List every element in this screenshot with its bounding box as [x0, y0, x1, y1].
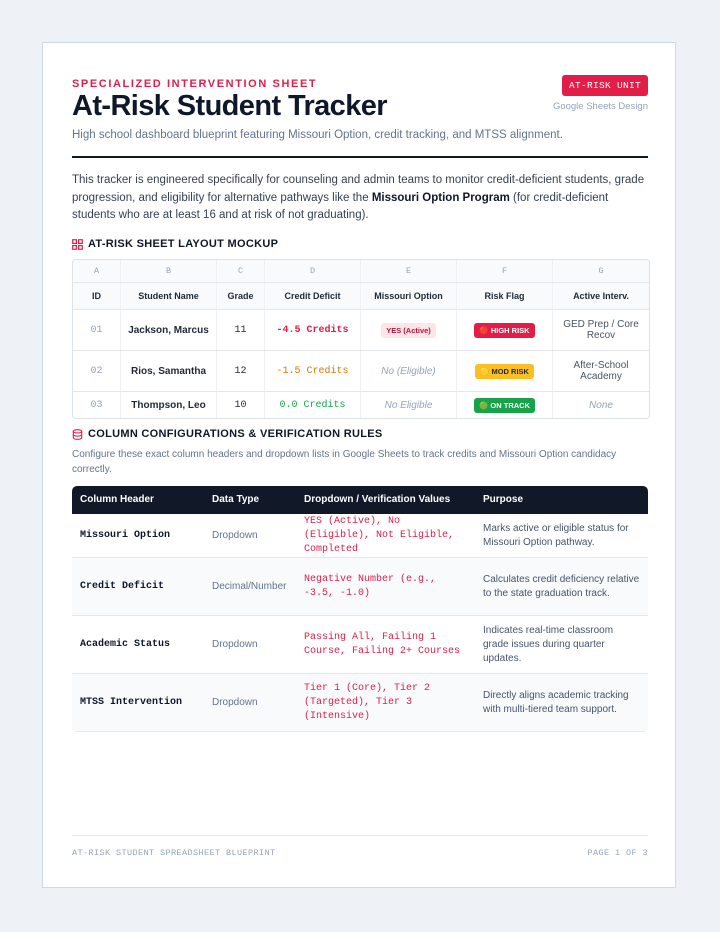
intro-text-2: (for credit-deficient students who are at least 16 and at risk of not graduating).: [72, 191, 609, 221]
unit-badge: AT-RISK UNIT: [562, 75, 648, 96]
purpose-cell: Marks active or eligible status for Missouri Option pathway.: [483, 522, 629, 548]
config-heading: [72, 428, 383, 440]
values-cell: Negative Number (e.g., -3.5, -1.0): [304, 573, 437, 599]
column-name-cell: Credit Deficit: [80, 580, 165, 592]
header-cell: Risk Flag: [457, 283, 553, 309]
values-cell: Tier 1 (Core), Tier 2 (Targeted), Tier 3 (Intensive): [304, 682, 431, 722]
values-cell: Passing All, Failing 1 Course, Failing 2+ Courses: [304, 631, 461, 657]
sheet-mockup: [72, 259, 650, 419]
flag-cell: [457, 351, 553, 391]
col-letter: G: [598, 266, 604, 276]
config-header-row: [72, 486, 648, 514]
id-cell: 02: [73, 351, 121, 391]
grade-cell: 12: [217, 351, 265, 391]
kicker: SPECIALIZED INTERVENTION SHEET: [72, 78, 318, 90]
risk-badge: 🔴 HIGH RISK: [474, 323, 534, 338]
interv-cell: GED Prep / Core Recov: [563, 319, 639, 341]
badge-caption: Google Sheets Design: [552, 101, 648, 112]
data-type-cell: Dropdown: [212, 529, 258, 541]
footer-divider: [72, 835, 648, 836]
header-cell: Credit Deficit: [265, 283, 361, 309]
grade-cell: 11: [217, 310, 265, 350]
name-cell: Jackson, Marcus: [121, 310, 217, 350]
header-cell: Active Interv.: [573, 291, 629, 301]
purpose-cell: Calculates credit deficiency relative to the state graduation track.: [483, 573, 640, 599]
col-letter: E: [361, 260, 457, 282]
risk-badge: 🟡 MOD RISK: [475, 364, 534, 379]
name-cell: Rios, Samantha: [121, 351, 217, 391]
deficit-cell: -4.5 Credits: [265, 310, 361, 350]
column-name-cell: Missouri Option: [80, 529, 171, 541]
purpose-cell: Directly aligns academic tracking with multi-tiered team support.: [483, 689, 629, 715]
name-cell: Thompson, Leo: [121, 392, 217, 418]
intro-paragraph: [72, 172, 648, 225]
data-type-cell: Decimal/Number: [212, 580, 287, 592]
flag-cell: [457, 310, 553, 350]
table-row: [72, 558, 648, 616]
mockup-heading-text: AT-RISK SHEET LAYOUT MOCKUP: [88, 238, 279, 250]
option-cell: [361, 310, 457, 350]
header-cell: Missouri Option: [361, 283, 457, 309]
header-cell: Grade: [217, 283, 265, 309]
header-cell: Student Name: [121, 283, 217, 309]
grid-icon: [72, 239, 83, 250]
intro-text-1: This tracker is engineered specifically for counseling and admin teams to monitor credit-deficient students, grade progression, and eligibility for alternative pathways like the: [72, 174, 645, 204]
interv-cell: After-School Academy: [573, 360, 629, 382]
database-icon: [72, 429, 83, 440]
col-letter: B: [121, 260, 217, 282]
mockup-heading: [72, 238, 278, 250]
table-row: [72, 674, 648, 732]
table-row: [73, 351, 649, 392]
document-page: [42, 42, 676, 888]
table-row: [73, 392, 649, 418]
id-cell: 01: [73, 310, 121, 350]
data-type-cell: Dropdown: [212, 638, 258, 650]
option-cell: No (Eligible): [361, 351, 457, 391]
page-number: PAGE 1 OF 3: [587, 848, 648, 858]
table-row: [72, 616, 648, 674]
config-description: Configure these exact column headers and dropdown lists in Google Sheets to track credits and Missouri Option candidacy correctly.: [72, 449, 617, 475]
purpose-cell: Indicates real-time classroom grade issues during quarter updates.: [483, 624, 614, 664]
column-name-cell: MTSS Intervention: [80, 696, 183, 708]
deficit-cell: -1.5 Credits: [265, 351, 361, 391]
page-subtitle: High school dashboard blueprint featuring Missouri Option, credit tracking, and MTSS alignment.: [72, 129, 563, 141]
mockup-header-row: [73, 283, 649, 310]
interv-cell: None: [589, 399, 613, 411]
config-table: [72, 486, 648, 732]
flag-cell: [457, 392, 553, 418]
config-header-cell: Purpose: [483, 494, 524, 505]
config-header-cell: Column Header: [80, 494, 154, 505]
table-row: [73, 310, 649, 351]
col-letter: C: [217, 260, 265, 282]
page-title: At-Risk Student Tracker: [72, 90, 387, 122]
col-letter: F: [457, 260, 553, 282]
header-cell: ID: [73, 283, 121, 309]
column-letters-row: [73, 260, 649, 283]
col-letter: D: [265, 260, 361, 282]
intro-bold: Missouri Option Program: [371, 191, 510, 204]
column-name-cell: Academic Status: [80, 638, 171, 650]
config-header-cell: Dropdown / Verification Values: [304, 494, 451, 505]
option-cell: No Eligible: [361, 392, 457, 418]
data-type-cell: Dropdown: [212, 696, 258, 708]
risk-badge: 🟢 ON TRACK: [474, 398, 535, 413]
table-row: [72, 514, 648, 558]
footer-title: AT-RISK STUDENT SPREADSHEET BLUEPRINT: [72, 848, 276, 858]
id-cell: 03: [73, 392, 121, 418]
config-header-cell: Data Type: [212, 494, 260, 505]
title-divider: [72, 156, 648, 158]
col-letter: A: [73, 260, 121, 282]
status-badge: YES (Active): [381, 323, 436, 338]
deficit-cell: 0.0 Credits: [265, 392, 361, 418]
grade-cell: 10: [217, 392, 265, 418]
values-cell: YES (Active), No (Eligible), Not Eligible, Completed: [304, 515, 455, 555]
config-heading-text: COLUMN CONFIGURATIONS & VERIFICATION RULES: [88, 428, 383, 440]
